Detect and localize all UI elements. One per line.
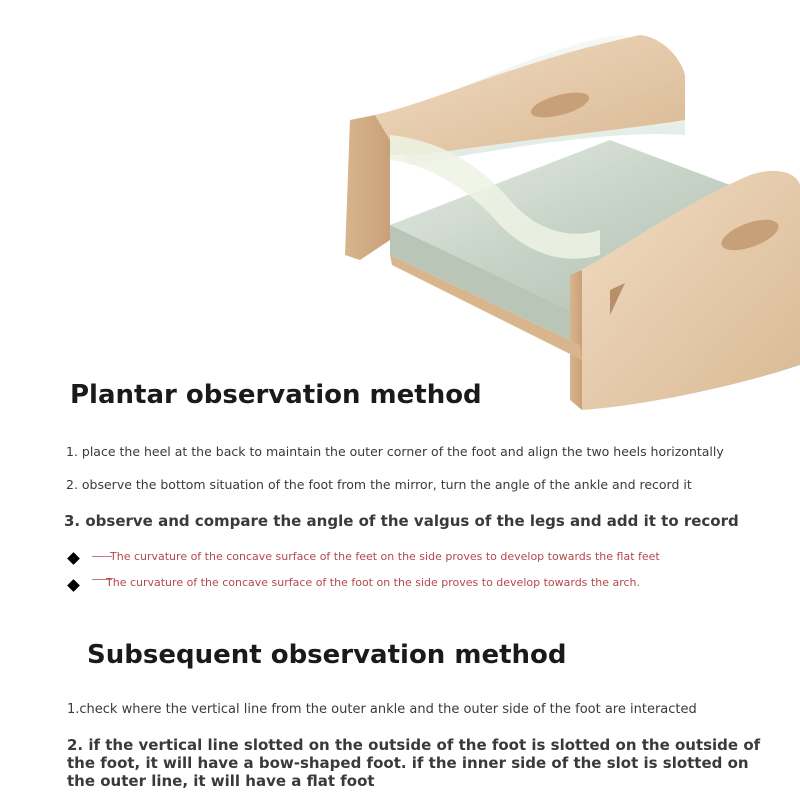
plantar-step-1: 1. place the heel at the back to maintain the outer corner of the foot and align the two heels horizontally bbox=[66, 444, 724, 459]
bullet-diamond-icon bbox=[67, 552, 80, 565]
product-image bbox=[320, 25, 800, 420]
subsequent-step-2: 2. if the vertical line slotted on the outside of the foot is slotted on the outside of the foot, it will have a bow-shaped foot. if the inner side of the slot is slotted on the outer line, it will have a flat foot bbox=[67, 736, 761, 790]
flat-feet-note: The curvature of the concave surface of the feet on the side proves to develop towards the flat feet bbox=[110, 550, 660, 563]
subsequent-step-1: 1.check where the vertical line from the outer ankle and the outer side of the foot are interacted bbox=[67, 702, 697, 717]
plantar-step-2: 2. observe the bottom situation of the foot from the mirror, turn the angle of the ankle and record it bbox=[66, 477, 692, 492]
note-dash bbox=[92, 556, 112, 557]
section-title-subsequent: Subsequent observation method bbox=[87, 640, 567, 670]
section-title-plantar: Plantar observation method bbox=[70, 380, 482, 410]
bullet-diamond-icon bbox=[67, 579, 80, 592]
plantar-step-3: 3. observe and compare the angle of the valgus of the legs and add it to record bbox=[64, 512, 739, 530]
arch-note: The curvature of the concave surface of the foot on the side proves to develop towards the arch. bbox=[106, 576, 640, 589]
